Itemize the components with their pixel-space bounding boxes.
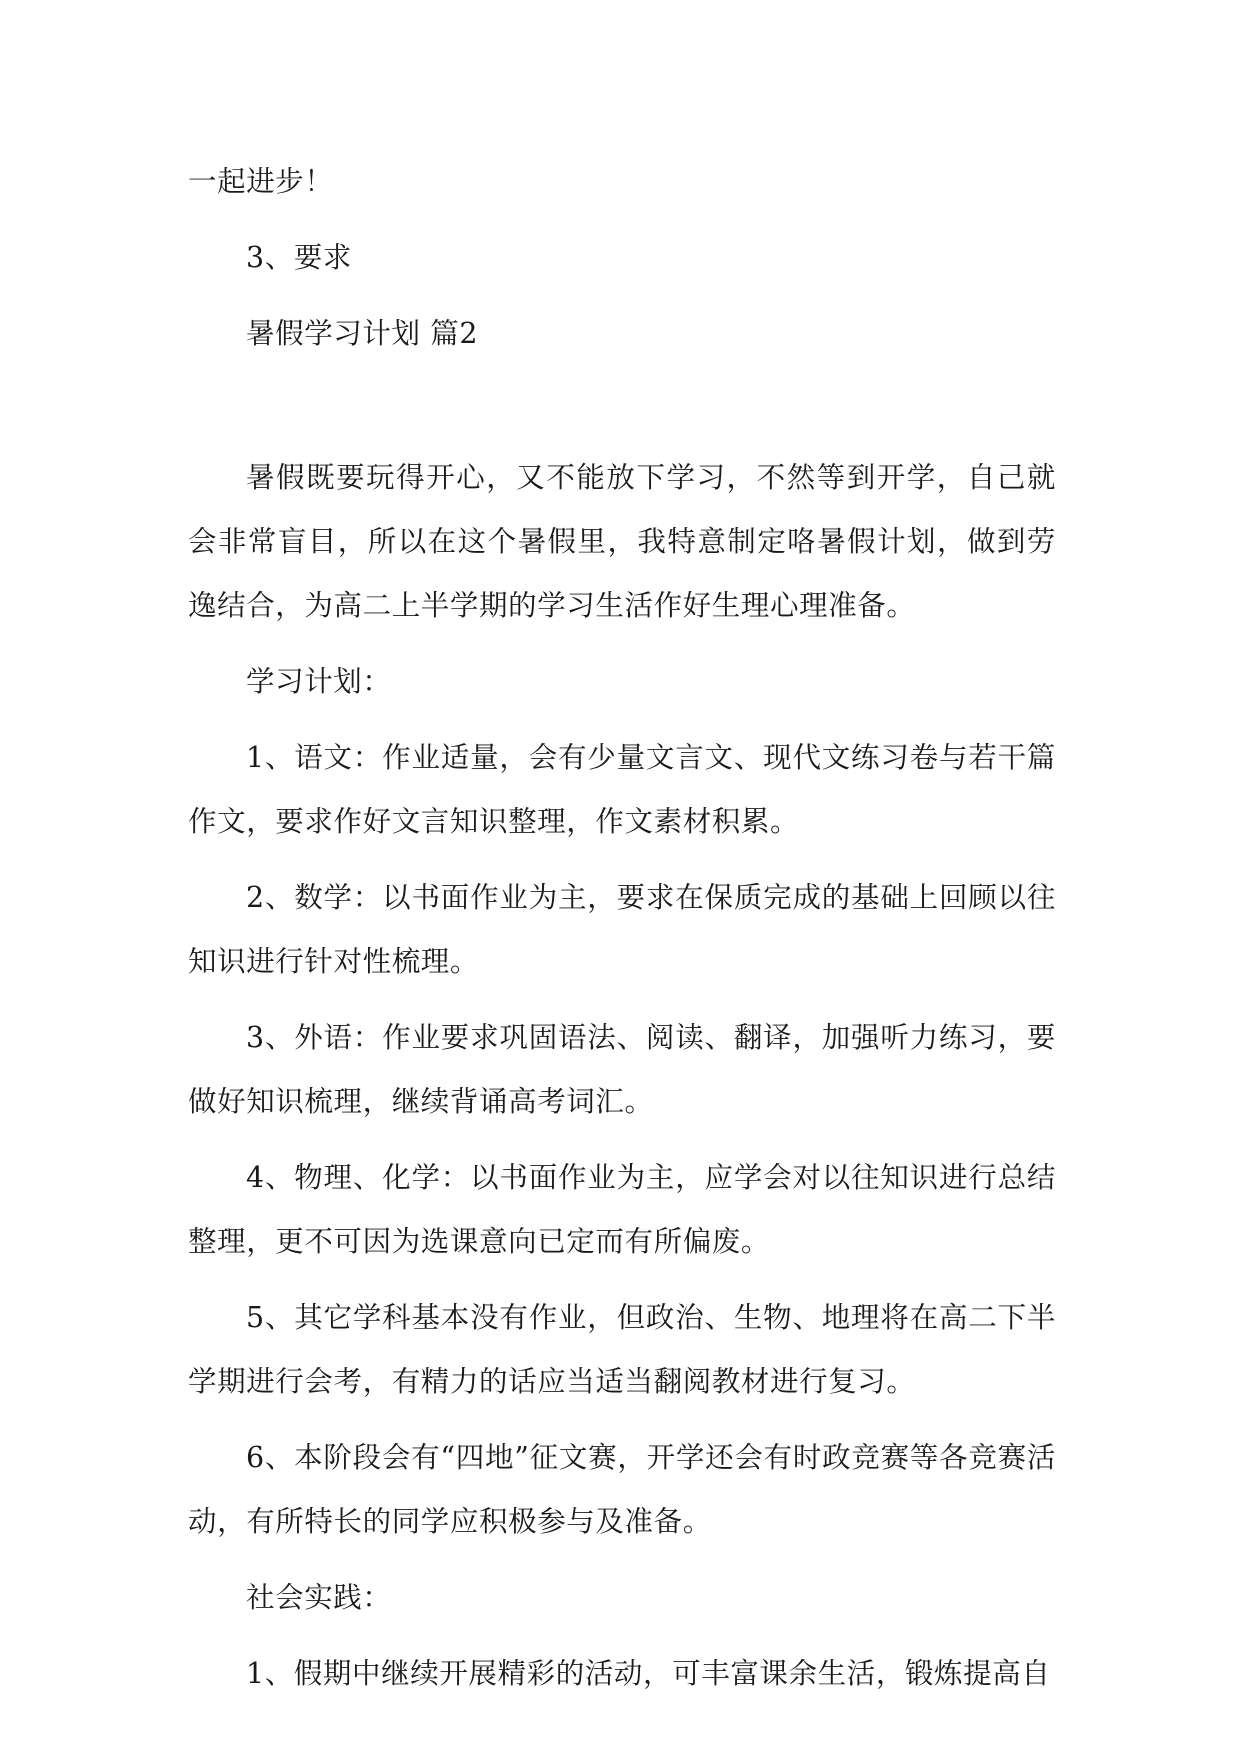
- list-item-other-subjects: 5、其它学科基本没有作业，但政治、生物、地理将在高二下半学期进行会考，有精力的话应当适当翻阅教材进行复习。: [188, 1301, 1056, 1398]
- section-heading-study-plan: 学习计划：: [246, 665, 392, 698]
- list-item-physics-chemistry: 4、物理、化学：以书面作业为主，应学会对以往知识进行总结整理，更不可因为选课意向已定而有所偏废。: [188, 1161, 1056, 1258]
- list-item-math: 2、数学：以书面作业为主，要求在保质完成的基础上回顾以往知识进行针对性梳理。: [188, 881, 1056, 978]
- section-heading-social-practice: 社会实践：: [246, 1581, 392, 1614]
- list-item-foreign-language: 3、外语：作业要求巩固语法、阅读、翻译，加强听力练习，要做好知识梳理，继续背诵高考词汇。: [188, 1021, 1056, 1118]
- section-heading-requirements: 3、要求: [246, 241, 353, 274]
- paragraph-continuation: 一起进步！: [188, 165, 334, 198]
- blank-line: [188, 378, 1056, 446]
- document-body: [188, 150, 1056, 1718]
- list-item-chinese: 1、语文：作业适量，会有少量文言文、现代文练习卷与若干篇作文，要求作好文言知识整理，作文素材积累。: [188, 741, 1056, 838]
- list-item-competitions: 6、本阶段会有“四地”征文赛，开学还会有时政竞赛等各竞赛活动，有所特长的同学应积极参与及准备。: [188, 1441, 1056, 1538]
- paragraph-intro: 暑假既要玩得开心，又不能放下学习，不然等到开学，自己就会非常盲目，所以在这个暑假里，我特意制定咯暑假计划，做到劳逸结合，为高二上半学期的学习生活作好生理心理准备。: [188, 461, 1056, 622]
- list-item-activities: 1、假期中继续开展精彩的活动，可丰富课余生活，锻炼提高自: [246, 1657, 1051, 1690]
- document-subtitle: 暑假学习计划 篇2: [246, 317, 479, 350]
